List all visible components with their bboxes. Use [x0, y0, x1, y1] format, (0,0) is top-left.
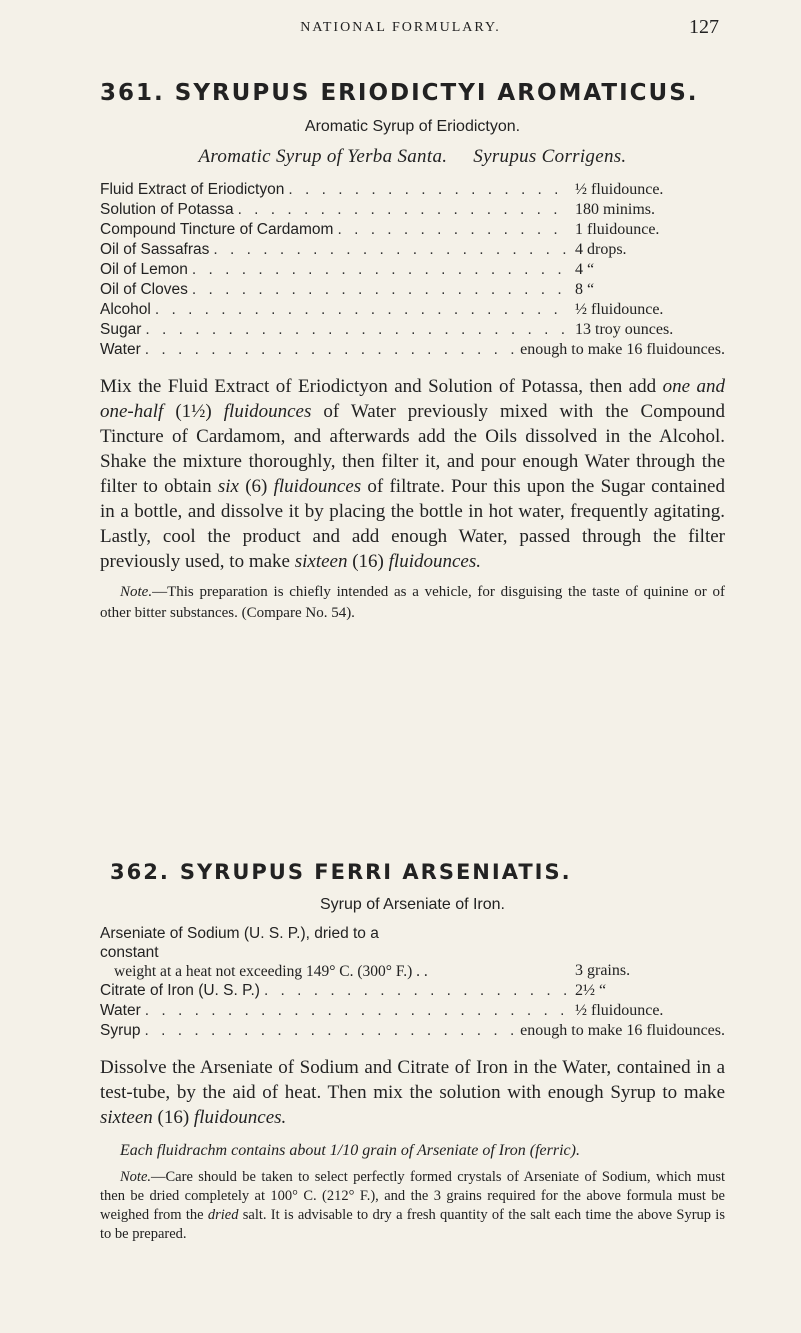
- alternate-names: [100, 146, 725, 168]
- directions-emphasis: fluidounces.: [193, 1107, 287, 1128]
- section-number: 361.: [100, 80, 165, 106]
- ingredient-name: Oil of Cloves: [100, 281, 188, 298]
- section-heading: [100, 80, 725, 106]
- ingredient-name: Citrate of Iron (U. S. P.): [100, 982, 260, 999]
- section-number: 362.: [110, 860, 170, 884]
- directions-emphasis: fluidounces.: [388, 551, 481, 572]
- ingredient-row: [100, 200, 725, 220]
- directions-paragraph: [100, 1055, 725, 1130]
- note-text: salt. It is advisable to dry a fresh quantity of the salt each time the above Syrup is to be prepared.: [100, 1207, 725, 1242]
- ingredient-row: [100, 280, 725, 300]
- ingredient-name: Oil of Sassafras: [100, 241, 210, 258]
- ingredient-name-line: Arseniate of Sodium (U. S. P.), dried to a constant: [100, 925, 379, 961]
- ingredient-row: [100, 320, 725, 340]
- note-emphasis: dried: [207, 1207, 239, 1223]
- ingredient-name: Alcohol: [100, 301, 151, 318]
- directions-text: Mix the Fluid Extract of Eriodictyon and Solution of Potassa, then add: [100, 376, 663, 397]
- ingredient-quantity: 2½ “: [575, 982, 607, 999]
- alternate-name: Syrupus Corrigens.: [473, 146, 627, 167]
- ingredient-name: Oil of Lemon: [100, 261, 188, 278]
- running-title: NATIONAL FORMULARY.: [300, 20, 501, 35]
- section-361: [100, 80, 725, 624]
- directions-text: (6): [238, 476, 274, 497]
- ingredient-quantity: 180 minims.: [575, 201, 656, 218]
- ingredient-row: [100, 340, 725, 360]
- directions-emphasis: fluidounces: [273, 476, 362, 497]
- directions-text: (1½): [163, 401, 224, 422]
- directions-text: of filtrate. Pour this upon the Sugar contained in a bottle, and dissolve it by placing the bottle in hot water, frequently agitating. Lastly, cool the product and add enough Water, passed through the filter previously used, to make: [100, 476, 725, 572]
- ingredient-name: Water: [100, 1002, 141, 1019]
- section-title: SYRUPUS FERRI ARSENIATIS.: [179, 860, 572, 884]
- directions-emphasis: sixteen: [100, 1107, 153, 1128]
- ingredient-list: [100, 180, 725, 360]
- dose-line: Each fluidrachm contains about 1/10 grain of Arseniate of Iron (ferric).: [120, 1142, 580, 1159]
- ingredient-quantity: ½ fluidounce.: [575, 301, 664, 318]
- ingredient-name-line: weight at a heat not exceeding 149° C. (300° F.) . .: [114, 963, 428, 980]
- ingredient-row: [100, 924, 725, 981]
- ingredient-quantity: enough to make 16 fluidounces.: [520, 1022, 725, 1039]
- ingredient-row: [100, 1021, 725, 1041]
- directions-emphasis: six: [217, 476, 239, 497]
- ingredient-name: Compound Tincture of Cardamom: [100, 221, 334, 238]
- ingredient-name: Solution of Potassa: [100, 201, 234, 218]
- ingredient-row: [100, 260, 725, 280]
- ingredient-name: Water: [100, 341, 141, 358]
- ingredient-row: [100, 240, 725, 260]
- directions-text: Dissolve the Arseniate of Sodium and Citrate of Iron in the Water, contained in a test-tube, by the aid of heat. Then mix the solution with enough Syrup to make: [100, 1057, 725, 1103]
- ingredient-row: [100, 220, 725, 240]
- note-text: —Care should be taken to select perfectly formed crystals of Arseniate of Sodium, which must then be dried completely at 100° C. (212° F.), and the 3 grains required for the above formula must be weighed from the: [100, 1169, 725, 1223]
- section-heading: [110, 860, 725, 884]
- directions-emphasis: sixteen: [294, 551, 348, 572]
- ingredient-name: [100, 924, 440, 981]
- ingredient-quantity: enough to make 16 fluidounces.: [520, 341, 725, 358]
- note-paragraph: [100, 1168, 725, 1244]
- ingredient-quantity: 4 “: [575, 261, 595, 278]
- section-title: SYRUPUS ERIODICTYI AROMATICUS.: [174, 80, 699, 106]
- ingredient-row: [100, 180, 725, 200]
- ingredient-row: [100, 981, 725, 1001]
- ingredient-list: [100, 924, 725, 1041]
- ingredient-name: Fluid Extract of Eriodictyon: [100, 181, 285, 198]
- ingredient-quantity: 3 grains.: [575, 962, 631, 979]
- ingredient-quantity: ½ fluidounce.: [575, 181, 664, 198]
- ingredient-quantity: 8 “: [575, 281, 595, 298]
- directions-emphasis: one and one-half: [100, 376, 725, 422]
- directions-text: (16): [152, 1107, 194, 1128]
- section-362: [100, 860, 725, 1244]
- directions-emphasis: fluidounces: [223, 401, 312, 422]
- ingredient-quantity: 4 drops.: [575, 241, 627, 258]
- section-subtitle: Aromatic Syrup of Eriodictyon.: [304, 118, 521, 135]
- note-label: Note.: [120, 584, 153, 600]
- note-label: Note.: [120, 1169, 152, 1185]
- ingredient-name: Sugar: [100, 321, 142, 338]
- ingredient-quantity: ½ fluidounce.: [575, 1002, 664, 1019]
- alternate-name: Aromatic Syrup of Yerba Santa.: [198, 146, 448, 167]
- ingredient-quantity: 1 fluidounce.: [575, 221, 660, 238]
- ingredient-row: [100, 1001, 725, 1021]
- note-paragraph: [100, 582, 725, 624]
- page-number: 127: [689, 16, 719, 38]
- ingredient-row: [100, 300, 725, 320]
- directions-text: (16): [347, 551, 389, 572]
- ingredient-name: Syrup: [100, 1022, 141, 1039]
- directions-text: of Water previously mixed with the Compound Tincture of Cardamom, and afterwards add the Oils dissolved in the Alcohol. Shake the mixture thoroughly, then filter it, and pour enough Water through the filter to obtain: [100, 401, 725, 497]
- note-text: —This preparation is chiefly intended as a vehicle, for disguising the taste of quinine or of other bitter substances. (Compare No. 54).: [100, 584, 725, 621]
- ingredient-quantity: 13 troy ounces.: [575, 321, 674, 338]
- section-subtitle: Syrup of Arseniate of Iron.: [320, 896, 505, 913]
- directions-paragraph: [100, 374, 725, 574]
